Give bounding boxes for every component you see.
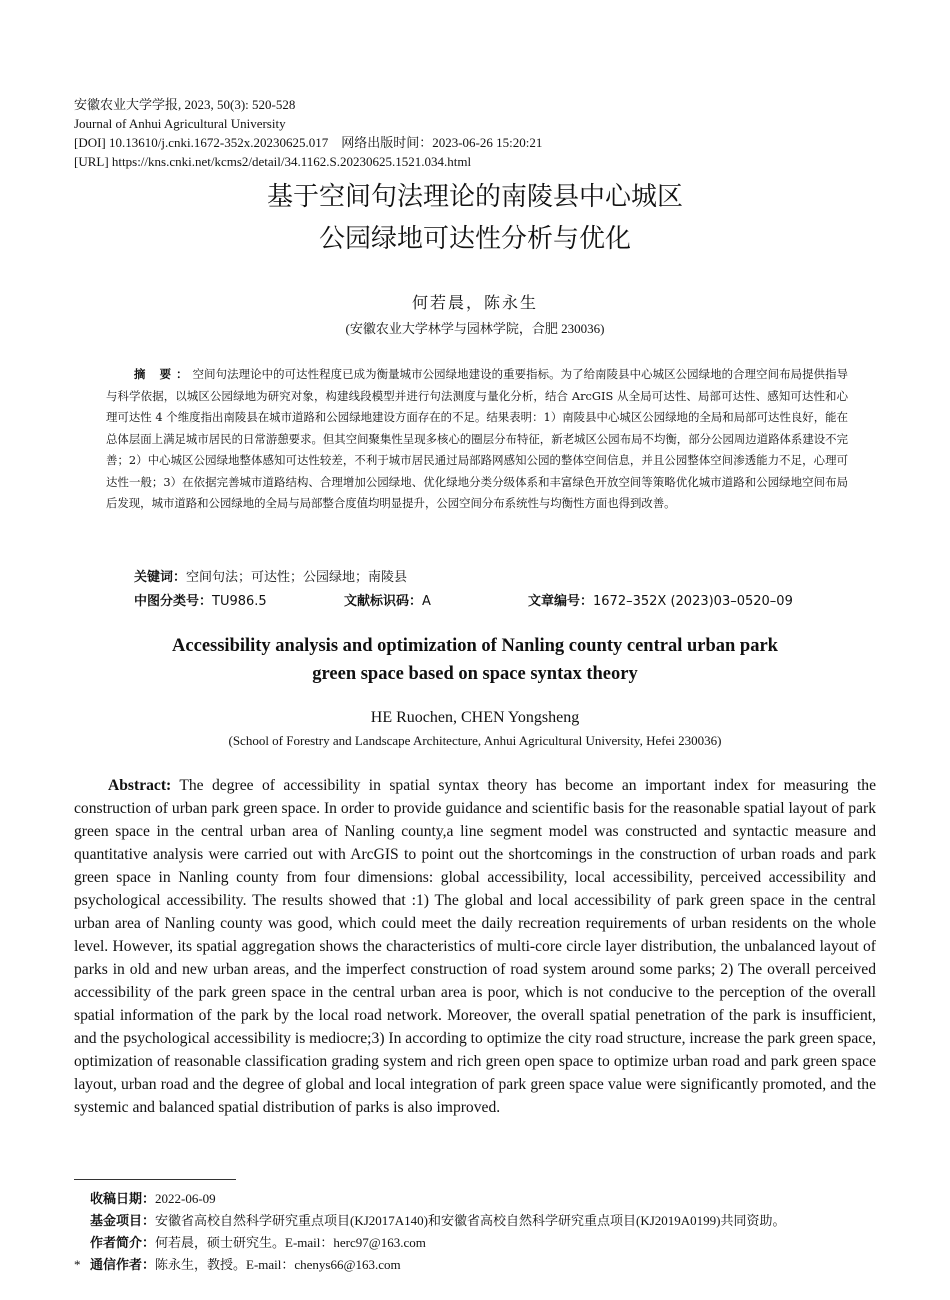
corresponding-label: 通信作者： xyxy=(90,1258,156,1273)
journal-citation: 安徽农业大学学报, 2023, 50(3): 520-528 xyxy=(74,97,296,112)
footnote-divider xyxy=(74,1179,236,1180)
cn-authors: 何若晨，陈永生 xyxy=(411,293,538,312)
footnote-corresponding xyxy=(74,1254,786,1276)
clc-value: TU986.5 xyxy=(212,594,267,609)
en-title-line2: green space based on space syntax theory xyxy=(312,664,638,684)
fund-label: 基金项目： xyxy=(90,1214,156,1229)
author-bio-label: 作者简介： xyxy=(90,1236,156,1251)
journal-name-en: Journal of Anhui Agricultural University xyxy=(74,116,286,131)
en-abstract-text: The degree of accessibility in spatial syntax theory has become an important index for measuring the construction of urban park green space. In order to provide guidance and scientific basis for the reasonable spatial layout of park green space in the central urban area of Nanling county,a line segment model was constructed and syntactic measure and quantitative analysis were carried out with ArcGIS to point out the shortcomings in the construction of urban roads and park green space in Nanling county from four dimensions: global accessibility, local accessibility, perceived accessibility and psychological accessibility. The results showed that :1) The global and local accessibility of park green space in the central urban area of Nanling county was good, which could meet the daily recreation requirements of urban residents on the whole level. However, its spatial aggregation shows the characteristics of multi-core circle layer distribution, the unbalanced layout of parks in old and new urban areas, and the imperfect construction of road system around some parks; 2) The overall perceived accessibility of the park green space in the central urban area is poor, which is not conducive to the perception of the overall spatial information of the park by the local road network. Moreover, the overall spatial penetration of the park is insufficient, and the psychological accessibility is mediocre;3) In according to optimize the city road structure, increase the park green space, optimization of reasonable classification grading system and rich green open space to optimize urban road and park green space layout, urban road and the degree of global and local integration of park green space value were significantly promoted, and the systemic and balanced spatial distribution of parks is also improved. xyxy=(74,777,876,1116)
journal-header xyxy=(74,95,542,171)
cn-keywords-text: 空间句法；可达性；公园绿地；南陵县 xyxy=(186,570,408,585)
cn-title xyxy=(0,176,950,260)
en-affiliation: (School of Forestry and Landscape Architecture, Anhui Agricultural University, Hefei 230036) xyxy=(228,733,722,748)
cn-affiliation: (安徽农业大学林学与园林学院，合肥 230036) xyxy=(345,321,605,336)
article-no-value: 1672–352X (2023)03–0520–09 xyxy=(593,594,793,609)
received-label: 收稿日期： xyxy=(90,1192,156,1207)
url-link[interactable]: [URL] https://kns.cnki.net/kcms2/detail/34.1162.S.20230625.1521.034.html xyxy=(74,154,472,169)
en-abstract-label: Abstract: xyxy=(108,777,172,794)
cn-title-line1: 基于空间句法理论的南陵县中心城区 xyxy=(266,182,683,212)
fund-text: 安徽省高校自然科学研究重点项目(KJ2017A140)和安徽省高校自然科学研究重点项目(KJ2019A0199)共同资助。 xyxy=(155,1213,786,1228)
doc-code-item xyxy=(344,590,431,609)
cn-abstract-text: 空间句法理论中的可达性程度已成为衡量城市公园绿地建设的重要指标。为了给南陵县中心城区公园绿地的合理空间布局提供指导与科学依据，以城区公园绿地为研究对象，构建线段模型并进行句法测度与量化分析，结合 ArcGIS 从全局可达性、局部可达性、感知可达性和心理可达性 4 个维度指出南陵县在城市道路和公园绿地建设方面存在的不足。结果表明：1）南陵县中心城区公园绿地的全局和局部可达性良好，能在总体层面上满足城市居民的日常游憩要求。但其空间聚集性呈现多核心的圈层分布特征，新老城区公园布局不均衡，部分公园周边道路体系建设不完善；2）中心城区公园绿地整体感知可达性较差，不利于城市居民通过局部路网感知公园的整体空间信息，并且公园整体空间渗透能力不足，心理可达性一般；3）在依据完善城市道路结构、合理增加公园绿地、优化绿地分类分级体系和丰富绿色开放空间等策略优化城市道路和公园绿地空间布局后发现，城市道路和公园绿地的全局与局部整合度值均明显提升，公园空间分布系统性与均衡性方面也得到改善。 xyxy=(106,367,848,510)
article-no-item xyxy=(528,590,793,609)
doi-line xyxy=(74,133,542,152)
doc-code-label: 文献标识码： xyxy=(344,594,423,609)
article-no-label: 文章编号： xyxy=(528,594,594,609)
cn-keywords xyxy=(134,566,407,585)
corresponding-star: * xyxy=(74,1257,81,1272)
footnote-author xyxy=(74,1232,786,1254)
doc-code-value: A xyxy=(422,594,431,609)
footnote-received xyxy=(74,1188,786,1210)
author-bio-text: 何若晨，硕士研究生。E-mail：herc97@163.com xyxy=(155,1235,426,1250)
footnote-fund xyxy=(74,1210,786,1232)
en-title-line1: Accessibility analysis and optimization of Nanling county central urban park xyxy=(172,636,778,656)
en-title xyxy=(0,632,950,688)
clc-label: 中图分类号： xyxy=(134,594,213,609)
cn-abstract-label: 摘 要： xyxy=(134,367,193,381)
doi[interactable]: [DOI] 10.13610/j.cnki.1672-352x.20230625.017 xyxy=(74,135,329,150)
cn-title-line2: 公园绿地可达性分析与优化 xyxy=(318,224,631,254)
en-abstract xyxy=(74,774,876,1119)
clc-item xyxy=(134,590,267,609)
received-date: 2022-06-09 xyxy=(155,1191,216,1206)
en-authors: HE Ruochen, CHEN Yongsheng xyxy=(370,709,580,726)
cn-keywords-label: 关键词： xyxy=(134,570,187,585)
corresponding-text: 陈永生，教授。E-mail：chenys66@163.com xyxy=(155,1257,401,1272)
cn-abstract xyxy=(106,364,848,515)
footnotes xyxy=(74,1188,786,1276)
online-publish-time: 网络出版时间：2023-06-26 15:20:21 xyxy=(341,135,543,150)
